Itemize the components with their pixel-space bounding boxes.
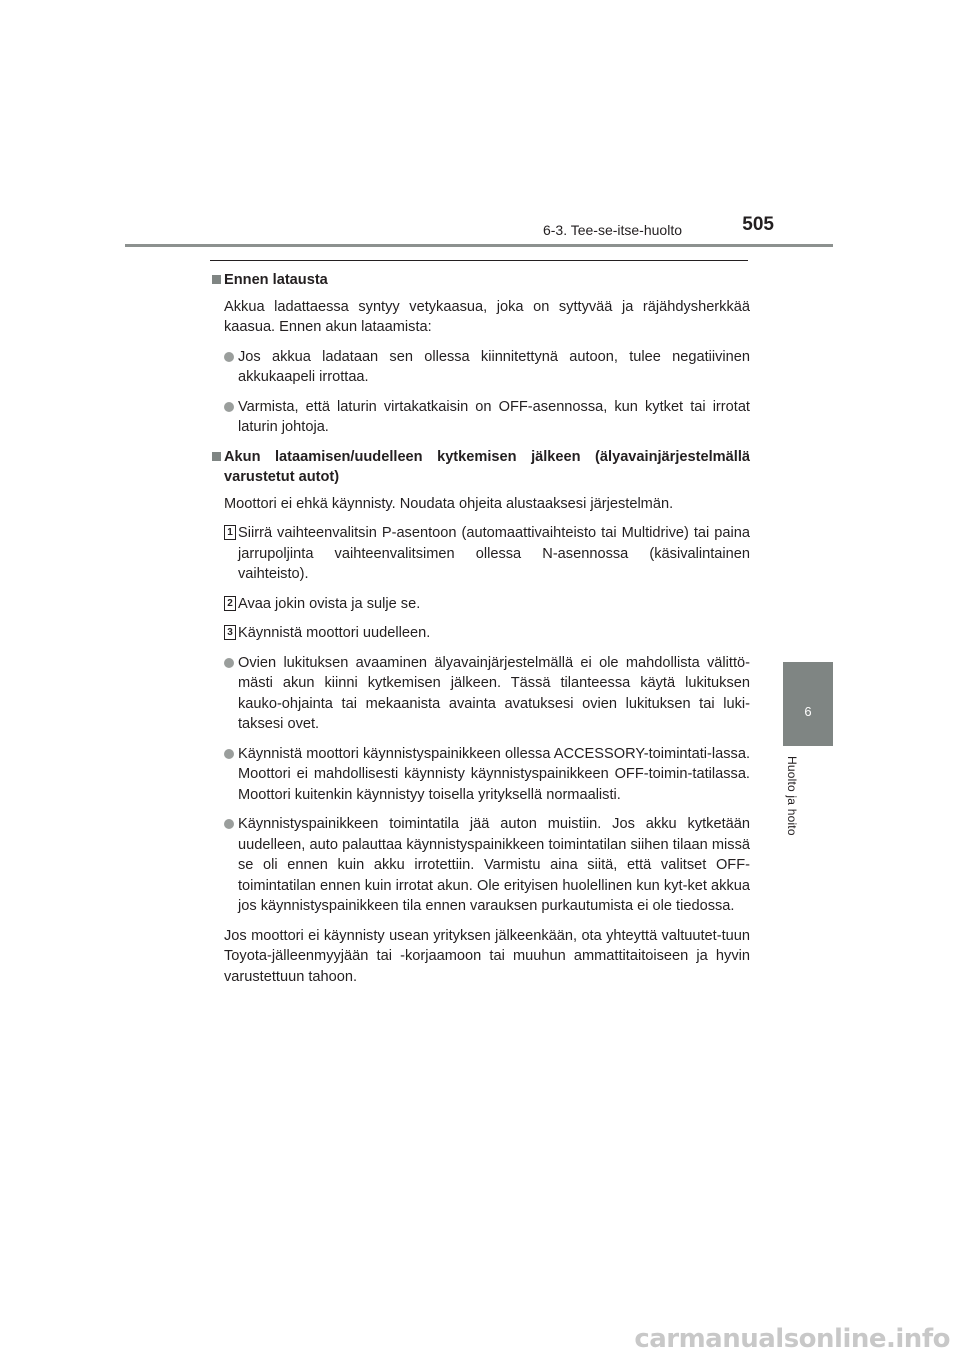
chapter-title-vertical: Huolto ja hoito: [785, 756, 799, 836]
heading-text: Akun lataamisen/uudelleen kytkemisen jälkeen (älyavainjärjestelmällä varustetut autot): [224, 448, 750, 485]
step-item: [212, 523, 750, 585]
square-bullet-icon: [212, 275, 221, 284]
heading-text: Ennen latausta: [224, 272, 328, 288]
square-bullet-icon: [212, 452, 221, 461]
bullet-item: [212, 397, 750, 438]
watermark: carmanualsonline.info: [634, 1324, 950, 1354]
bullet-item: [212, 653, 750, 735]
heading-after-reconnect: [212, 447, 750, 488]
circle-bullet-icon: [224, 352, 234, 362]
paragraph: Akkua ladattaessa syntyy vetykaasua, joka on syttyvää ja räjähdysherkkää kaasua. Ennen akun lataamista:: [224, 298, 750, 335]
step-item: [212, 623, 750, 644]
step-number-box: 2: [224, 596, 236, 611]
bullet-item: [212, 347, 750, 388]
step-text: Siirrä vaihteenvalitsin P-asentoon (automaattivaihteisto tai Multidrive) tai paina jarrupoljinta vaihteenvalitsimen ollessa N-asennossa (käsivalintainen vaihteisto).: [238, 525, 750, 582]
heading-before-charging: [212, 270, 750, 291]
chapter-tab: [783, 662, 833, 746]
bullet-text: Varmista, että laturin virtakatkaisin on OFF-asennossa, kun kytket tai irrotat laturin johtoja.: [238, 398, 750, 435]
step-text: Avaa jokin ovista ja sulje se.: [238, 595, 421, 612]
content-rule: [210, 260, 748, 261]
circle-bullet-icon: [224, 819, 234, 829]
header-rule: [125, 244, 833, 247]
chapter-tab-number: 6: [804, 704, 812, 719]
page-number: 505: [742, 214, 774, 235]
bullet-text: Käynnistä moottori käynnistyspainikkeen ollessa ACCESSORY-toimintati-lassa. Moottori ei mahdollisesti käynnisty käynnistyspainikkeen OFF-toimin-tatilassa. Moottori kuitenkin käynnistyy toisella yrityksellä normaalisti.: [238, 745, 750, 803]
content: [212, 270, 750, 987]
bullet-item: [212, 744, 750, 806]
section-label: 6-3. Tee-se-itse-huolto: [542, 222, 682, 238]
bullet-item: [212, 814, 750, 917]
bullet-text: Käynnistyspainikkeen toimintatila jää auton muistiin. Jos akku kytketään uudelleen, auto palauttaa käynnistyspainikkeen toimintatilan siihen tilaan missä se oli ennen kuin akku irrotettiin. Varmistu aina siitä, että valitset OFF-toimintatilan ennen kuin irrotat akun. Ole erityisen huolellinen kun kyt-ket akkua jos käynnistyspainikkeen tila ennen varauksen purkautumista ei ole tiedossa.: [238, 816, 750, 914]
paragraph: Moottori ei ehkä käynnisty. Noudata ohjeita alustaaksesi järjestelmän.: [224, 495, 674, 512]
bullet-text: Jos akkua ladataan sen ollessa kiinnitettynä autoon, tulee negatiivinen akkukaapeli irrottaa.: [238, 348, 750, 385]
step-number-box: 1: [224, 525, 236, 540]
bullet-text: Ovien lukituksen avaaminen älyavainjärjestelmällä ei ole mahdollista välittö-mästi akun kiinni kytkemisen jälkeen. Tässä tilanteessa käytä lukituksen kauko-ohjainta tai mekaanista avainta avatuksesi ovien lukituksen tai luki-taksesi ovet.: [238, 654, 750, 732]
circle-bullet-icon: [224, 402, 234, 412]
circle-bullet-icon: [224, 658, 234, 668]
step-text: Käynnistä moottori uudelleen.: [238, 625, 431, 641]
step-item: [212, 594, 750, 615]
paragraph: Jos moottori ei käynnisty usean yrityksen jälkeenkään, ota yhteyttä valtuutet-tuun Toyota-jälleenmyyjään tai -korjaamoon tai muuhun ammattitaitoiseen ja hyvin varustettuun tahoon.: [224, 927, 750, 985]
circle-bullet-icon: [224, 749, 234, 759]
step-number-box: 3: [224, 625, 236, 640]
